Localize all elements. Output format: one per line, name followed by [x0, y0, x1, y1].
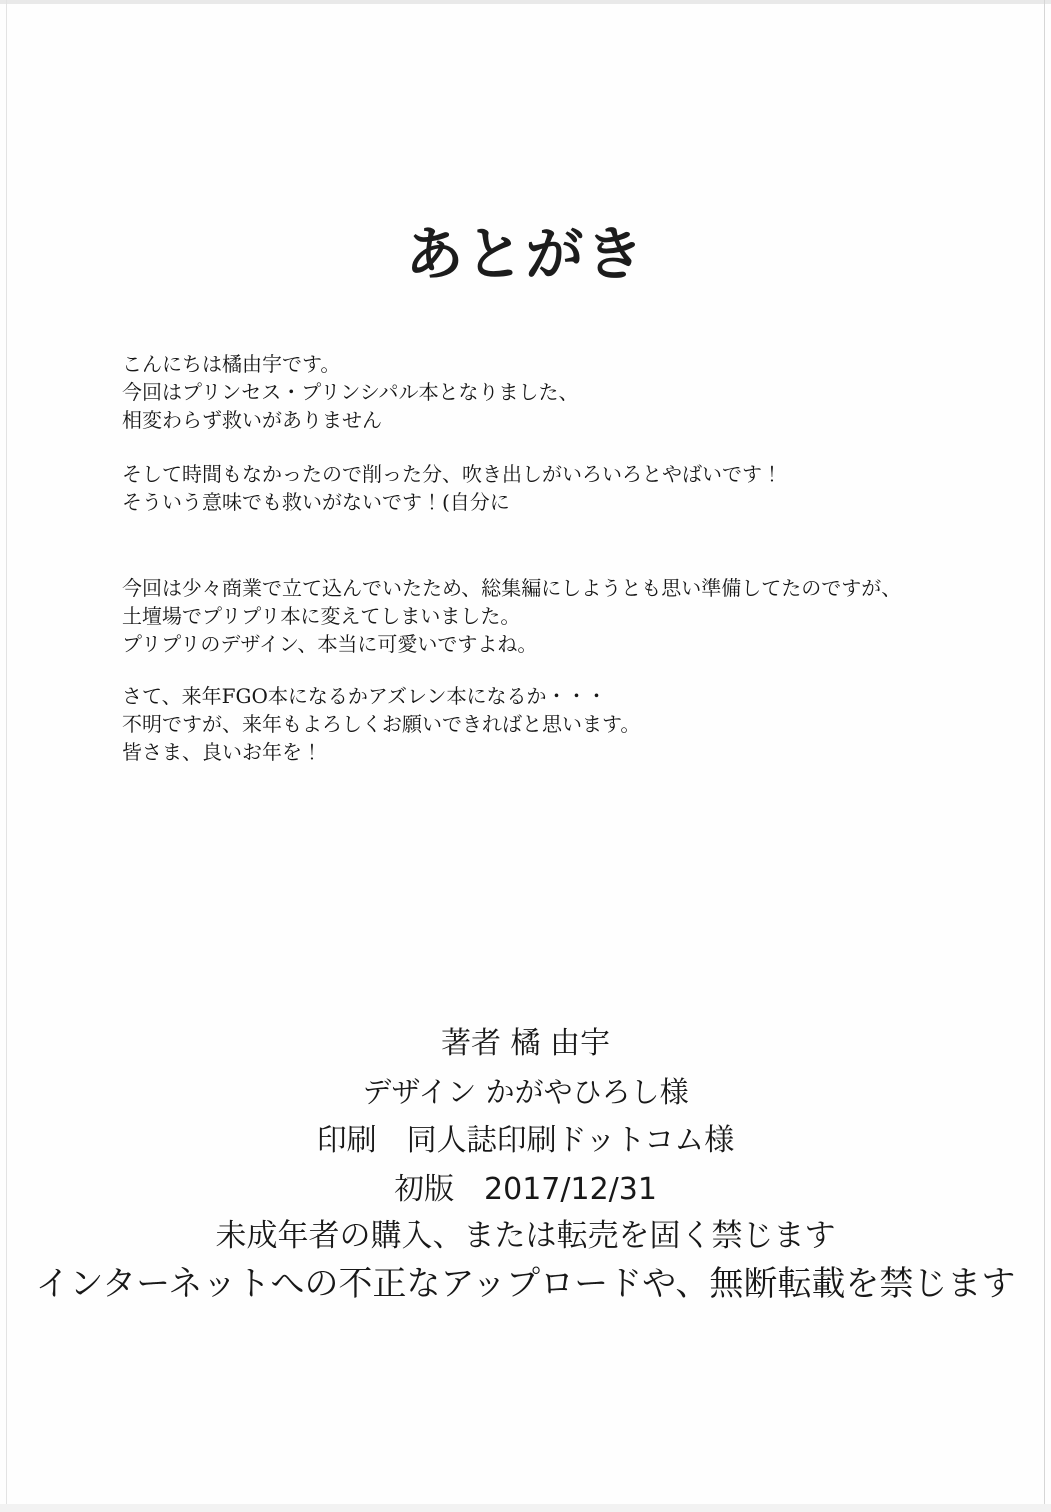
colophon-warning-upload-line: インターネットへの不正なアップロードや、無断転載を禁じます — [35, 1264, 1016, 1304]
colophon-warning-minors-line: 未成年者の購入、または転売を固く禁じます — [215, 1218, 836, 1254]
page-title: あとがき — [405, 219, 646, 288]
scan-edge-bottom — [0, 1504, 1051, 1512]
afterword-paragraph-time: そして時間もなかったので削った分、吹き出しがいろいろとやばいです！ そういう意味でも救いがないです！(自分に — [122, 462, 782, 514]
afterword-body — [122, 350, 972, 766]
colophon-design-line: デザイン かがやひろし様 — [362, 1075, 689, 1109]
afterword-paragraph-commercial: 今回は少々商業で立て込んでいたため、総集編にしようとも思い準備してたのですが、 土壇場でプリプリ本に変えてしまいました。 プリプリのデザイン、本当に可愛いですよね。 — [122, 576, 902, 656]
colophon-author-line: 著者 橘 由宇 — [440, 1026, 611, 1061]
colophon-printer-line: 印刷 同人誌印刷ドットコム様 — [316, 1123, 735, 1158]
colophon-edition-line: 初版 2017/12/31 — [394, 1172, 657, 1207]
afterword-paragraph-nextyear: さて、来年FGO本になるかアズレン本になるか・・・ 不明ですが、来年もよろしくお願いできればと思います。 皆さま、良いお年を！ — [122, 684, 641, 764]
afterword-paragraph-greeting: こんにちは橘由宇です。 今回はプリンセス・プリンシパル本となりました、 相変わらず救いがありません — [122, 352, 579, 432]
scan-edge-top — [0, 0, 1051, 4]
